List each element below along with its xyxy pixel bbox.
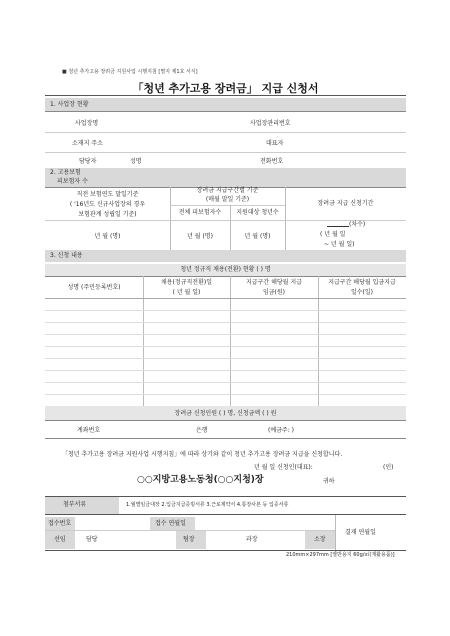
section1-heading-bar — [45, 98, 406, 111]
col-interval-line1: 장려금 지급구간별 기준 — [196, 187, 259, 194]
section3-heading-bar — [45, 250, 406, 262]
summary-text: 장려금 신청인원 ( ) 명, 신청금액 ( ) 원 — [174, 410, 277, 417]
label-in-charge: 담당 — [86, 536, 98, 543]
divider — [45, 276, 406, 277]
label-receipt-number: 접수번호 — [48, 520, 72, 527]
col-total-insured: 전체 피보험자수 — [178, 209, 222, 216]
col-wage-line2: 임금(원) — [262, 289, 286, 296]
divider — [45, 152, 406, 153]
target-youth-count[interactable]: 년 월 (명) — [244, 233, 271, 240]
col-prev-year-line3: 보험관계 성립일 기준) — [78, 211, 137, 218]
label-workplace-name: 사업장명 — [75, 120, 99, 127]
account-number-field[interactable] — [120, 422, 190, 436]
col-prev-year-line1: 직전 보험연도 말일기준 — [76, 191, 139, 198]
paper-spec: 210mm×297mm [일반용지 60g/㎡(재활용품)] — [286, 552, 395, 558]
workplace-number-field[interactable] — [310, 114, 400, 130]
attachments-label: 첨부서류 — [63, 501, 87, 508]
divider — [285, 187, 286, 258]
col-hire-date-line1: 채용(정규직전환)일 — [160, 279, 213, 286]
divider — [45, 438, 406, 439]
col-prev-year-line2: ( '16년도 신규사업장의 경우 — [69, 201, 146, 208]
table-row[interactable] — [45, 358, 406, 359]
label-address: 소재지 주소 — [72, 140, 103, 147]
table-row[interactable] — [45, 346, 406, 347]
label-manager-name: 성명 — [130, 158, 142, 165]
hire-status-text: 청년 정규직 채용(전환) 현황 ( ) 명 — [180, 266, 271, 273]
period-start[interactable]: ( 년 월 일 — [320, 231, 346, 238]
section2-heading-bar — [45, 168, 406, 187]
seal-mark: (인) — [383, 464, 394, 471]
col-name-id: 성명 (주민등록번호) — [67, 284, 121, 291]
col-wage-line1: 지급구간 해당월 지급 — [246, 279, 302, 286]
form-reference-note: ■ 청년 추가고용 장려금 지원사업 시행지침 [별지 제1호 서식] — [62, 69, 198, 75]
period-end[interactable]: ~ 년 월 일) — [324, 241, 355, 248]
col-application-period: 장려금 지급 신청기간 — [317, 200, 374, 207]
depositor-field[interactable]: (예금주: ) — [268, 427, 294, 434]
workplace-name-field[interactable] — [145, 114, 235, 130]
label-bank: 은행 — [196, 427, 208, 434]
label-workplace-number: 사업장관리번호 — [250, 120, 291, 127]
form-title: 「청년 추가고용 장려금」 지급 신청서 — [132, 82, 319, 95]
section2-heading-line1: 2. 고용보험 — [50, 169, 81, 176]
label-receipt-date: 접수 연월일 — [155, 520, 186, 527]
recipient-office: ○○지방고용노동청(○○지청)장 — [137, 475, 264, 485]
title-rule — [45, 95, 406, 96]
table-row[interactable] — [45, 370, 406, 371]
divider — [45, 420, 406, 421]
label-section-chief: 과장 — [246, 536, 258, 543]
label-approval-date: 결재 연월일 — [345, 529, 376, 536]
divider — [45, 514, 406, 515]
divider — [45, 111, 406, 112]
attachments-list: 1.월별임금대장 2.입금지급증빙서류 3.근로계약서 4.통장사본 등 입증서류 — [126, 502, 289, 508]
divider — [45, 132, 406, 133]
section2-heading-line2: 피보험자 수 — [57, 178, 88, 185]
table-row[interactable] — [45, 322, 406, 323]
label-manager: 담당자 — [79, 158, 97, 165]
declaration-text: 「청년 추가고용 장려금 지원사업 시행지침」에 따라 상기와 같이 청년 추가고용 장려금 지급을 신청합니다. — [62, 451, 343, 458]
col-days-line1: 지급구간 해당월 입금지급 — [328, 279, 396, 286]
divider — [170, 205, 285, 206]
signature-date-line[interactable]: 년 월 일 신청인(대표): — [254, 464, 313, 471]
col-days-line2: 일수(일) — [350, 289, 374, 296]
label-account-number: 계좌번호 — [77, 427, 101, 434]
label-team-leader: 팀장 — [183, 536, 195, 543]
prev-year-count[interactable]: 년 월 (명) — [94, 233, 121, 240]
address-field[interactable] — [145, 135, 235, 151]
label-director: 소장 — [314, 536, 326, 543]
total-insured-count[interactable]: 년 월 (명) — [187, 233, 213, 240]
divider — [45, 550, 406, 551]
label-representative: 대표자 — [266, 140, 284, 147]
recipient-suffix: 귀하 — [323, 478, 335, 485]
table-row[interactable] — [45, 310, 406, 311]
phone-field[interactable] — [310, 154, 400, 168]
table-row[interactable] — [45, 334, 406, 335]
table-row[interactable] — [45, 394, 406, 395]
col-interval-line2: (매월 말일 기준) — [205, 196, 250, 203]
representative-field[interactable] — [310, 135, 400, 151]
round-suffix: (차수) — [349, 221, 366, 228]
manager-name-field[interactable] — [160, 154, 235, 168]
section1-heading: 1. 사업장 현황 — [50, 101, 89, 108]
col-target-youth: 지원대상 청년수 — [236, 209, 279, 216]
section3-heading: 3. 신청 내용 — [50, 252, 83, 259]
table-row[interactable] — [45, 382, 406, 383]
col-hire-date-line2: ( 년 월 일) — [172, 289, 201, 296]
round-underline — [327, 226, 349, 227]
divider — [45, 298, 406, 299]
divider — [335, 515, 336, 555]
label-drafted: 선임 — [54, 536, 66, 543]
label-phone: 전화번호 — [260, 158, 284, 165]
